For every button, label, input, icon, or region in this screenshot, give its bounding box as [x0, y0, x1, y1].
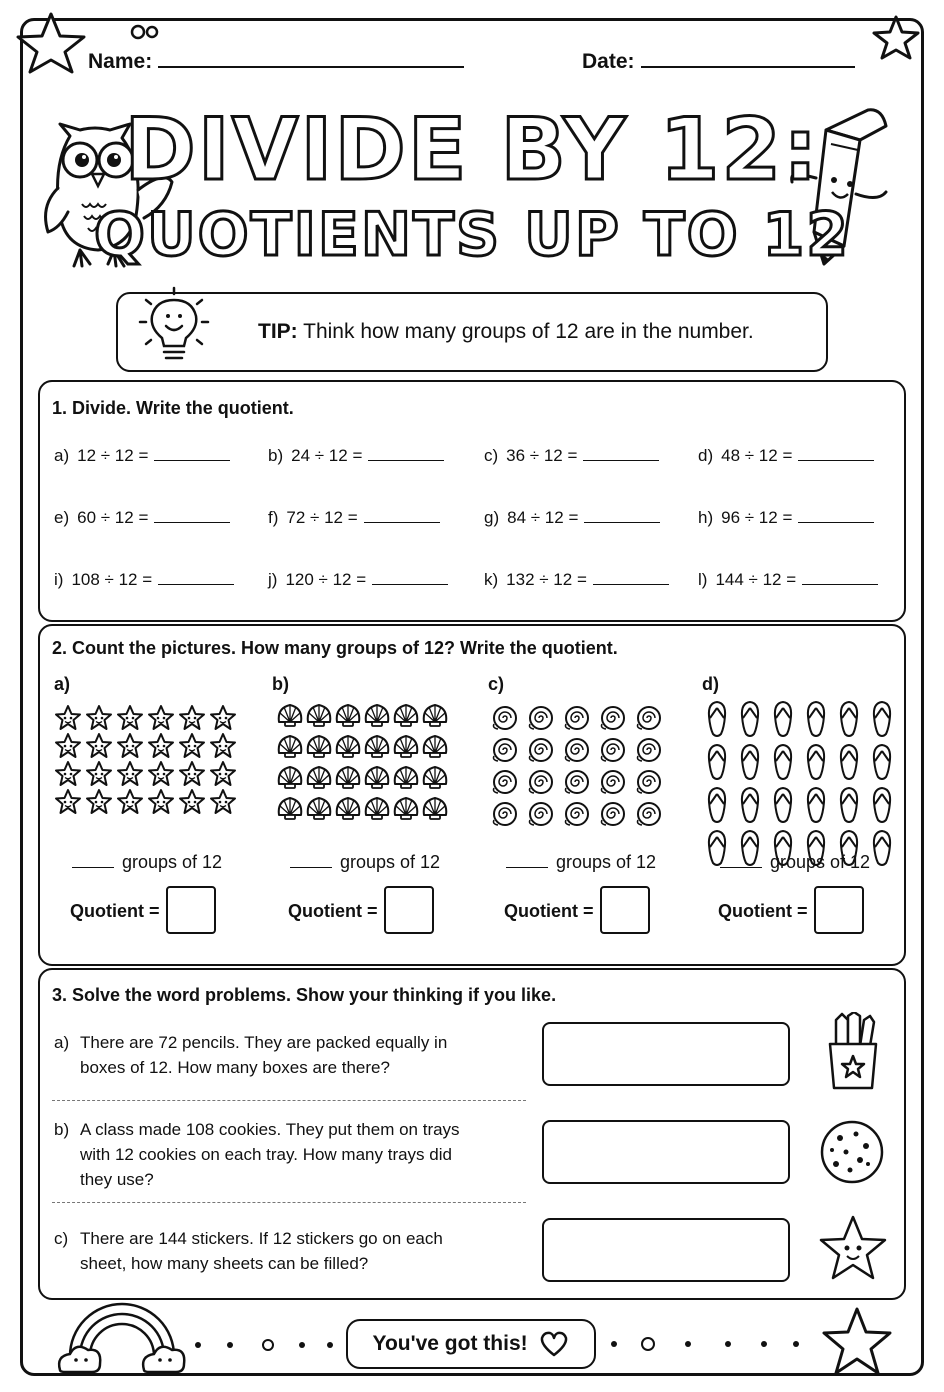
shell-icon: [276, 731, 304, 764]
flip-flop-icon: [838, 786, 860, 829]
part-label: b): [272, 674, 289, 694]
section-2-title: 2. Count the pictures. How many groups of 12? Write the quotient.: [52, 638, 618, 658]
snail-icon: [562, 768, 590, 801]
worksheet-subtitle: QUOTIENTS UP TO 12: [93, 200, 851, 270]
division-problem: j) 120 ÷ 12 =: [268, 570, 448, 590]
division-problem: i) 108 ÷ 12 =: [54, 570, 234, 590]
pencil-cup-icon: [822, 1012, 884, 1092]
shell-icon: [392, 731, 420, 764]
star-icon: [147, 788, 175, 821]
snail-icon: [526, 704, 554, 737]
part-label: a): [54, 674, 71, 694]
dots-decoration: [190, 1336, 340, 1354]
answer-blank[interactable]: [798, 447, 874, 461]
answer-blank[interactable]: [798, 509, 874, 523]
snail-icon: [634, 768, 662, 801]
rainbow-icon: [56, 1292, 186, 1376]
star-icon: [178, 788, 206, 821]
name-line[interactable]: [158, 50, 464, 68]
shell-icon: [276, 762, 304, 795]
star-icon: [209, 788, 237, 821]
shell-icon: [363, 700, 391, 733]
division-problem: k) 132 ÷ 12 =: [484, 570, 669, 590]
groups-blank[interactable]: [72, 856, 114, 868]
flip-flop-icon: [871, 700, 893, 743]
shell-icon: [363, 762, 391, 795]
groups-of-12-line: groups of 12: [506, 852, 656, 873]
tip-text: TIP: Think how many groups of 12 are in the number.: [258, 320, 754, 343]
shell-icon: [305, 793, 333, 826]
division-problem: c) 36 ÷ 12 =: [484, 446, 659, 466]
groups-of-12-line: groups of 12: [290, 852, 440, 873]
corner-star-icon: [14, 10, 88, 74]
word-problem-c: c) There are 144 stickers. If 12 stickers go on each sheet, how many sheets can be filled?: [54, 1229, 443, 1273]
shell-icon: [334, 731, 362, 764]
shell-icon: [334, 700, 362, 733]
flip-flop-icon: [739, 700, 761, 743]
shell-icon: [392, 793, 420, 826]
answer-blank[interactable]: [372, 571, 448, 585]
flip-flop-icon: [805, 786, 827, 829]
answer-blank[interactable]: [158, 571, 234, 585]
shell-icon: [276, 793, 304, 826]
division-problem: e) 60 ÷ 12 =: [54, 508, 230, 528]
quotient-label: Quotient =: [504, 901, 594, 921]
flip-flop-icon: [871, 786, 893, 829]
quotient-answer-box[interactable]: [600, 886, 650, 934]
encouragement-banner: You've got this!: [346, 1319, 596, 1369]
flip-flop-icon: [772, 700, 794, 743]
snail-icon: [562, 704, 590, 737]
snail-icon: [598, 736, 626, 769]
quotient-answer-box[interactable]: [166, 886, 216, 934]
date-field[interactable]: Date:: [582, 50, 855, 74]
division-problem: l) 144 ÷ 12 =: [698, 570, 878, 590]
star-icon: [85, 788, 113, 821]
shell-icon: [363, 731, 391, 764]
groups-of-12-line: groups of 12: [72, 852, 222, 873]
groups-blank[interactable]: [506, 856, 548, 868]
quotient-label: Quotient =: [70, 901, 160, 921]
flip-flop-icon: [706, 786, 728, 829]
part-label: c): [488, 674, 505, 694]
worksheet-title: DIVIDE BY 12:: [124, 100, 820, 200]
corner-star-icon: [870, 14, 922, 62]
cookie-icon: [818, 1118, 886, 1186]
snail-icon: [490, 800, 518, 833]
shell-icon: [334, 762, 362, 795]
groups-blank[interactable]: [290, 856, 332, 868]
answer-blank[interactable]: [583, 447, 659, 461]
answer-blank[interactable]: [802, 571, 878, 585]
snail-icon: [598, 704, 626, 737]
flip-flop-icon: [871, 829, 893, 872]
star-icon: [116, 788, 144, 821]
snail-icon: [490, 736, 518, 769]
groups-of-12-line: groups of 12: [720, 852, 870, 873]
snail-icon: [526, 736, 554, 769]
quotient-label: Quotient =: [288, 901, 378, 921]
division-problem: g) 84 ÷ 12 =: [484, 508, 660, 528]
answer-blank[interactable]: [154, 509, 230, 523]
snail-icon: [490, 768, 518, 801]
division-problem: d) 48 ÷ 12 =: [698, 446, 874, 466]
division-problem: a) 12 ÷ 12 =: [54, 446, 230, 466]
flip-flop-icon: [772, 786, 794, 829]
answer-blank[interactable]: [364, 509, 440, 523]
snail-icon: [634, 800, 662, 833]
star-sticker-icon: [818, 1214, 888, 1282]
word-problem-b: b) A class made 108 cookies. They put them on trays with 12 cookies on each tray. How many trays did they use?: [54, 1120, 460, 1189]
snail-icon: [526, 768, 554, 801]
snail-icon: [634, 704, 662, 737]
name-field[interactable]: Name:: [88, 50, 464, 74]
flip-flop-icon: [739, 786, 761, 829]
answer-blank[interactable]: [368, 447, 444, 461]
flip-flop-icon: [706, 700, 728, 743]
word-problem-a: a) There are 72 pencils. They are packed equally in boxes of 12. How many boxes are there?: [54, 1033, 448, 1077]
snail-icon: [490, 704, 518, 737]
shell-icon: [392, 762, 420, 795]
shell-icon: [363, 793, 391, 826]
shell-icon: [276, 700, 304, 733]
divider: [52, 1100, 526, 1101]
division-problem: b) 24 ÷ 12 =: [268, 446, 444, 466]
flip-flop-icon: [706, 743, 728, 786]
star-icon: [54, 788, 82, 821]
section-3-title: 3. Solve the word problems. Show your thinking if you like.: [52, 985, 557, 1005]
quotient-answer-box[interactable]: [384, 886, 434, 934]
snail-icon: [598, 768, 626, 801]
divider: [52, 1202, 526, 1203]
shell-icon: [334, 793, 362, 826]
lightbulb-icon: [138, 286, 214, 372]
heart-icon: [539, 1330, 569, 1358]
flip-flop-icon: [739, 743, 761, 786]
flip-flop-icon: [838, 700, 860, 743]
answer-blank[interactable]: [593, 571, 669, 585]
shell-icon: [392, 700, 420, 733]
section-1-title: 1. Divide. Write the quotient.: [52, 398, 294, 418]
shell-icon: [305, 700, 333, 733]
flip-flop-icon: [805, 743, 827, 786]
doodle-icon: [130, 20, 160, 44]
answer-box-b[interactable]: [542, 1120, 790, 1184]
quotient-answer-box[interactable]: [814, 886, 864, 934]
flip-flop-icon: [871, 743, 893, 786]
snail-icon: [634, 736, 662, 769]
shell-icon: [421, 762, 449, 795]
snail-icon: [562, 736, 590, 769]
part-label: d): [702, 674, 719, 694]
flip-flop-icon: [805, 700, 827, 743]
date-line[interactable]: [641, 50, 855, 68]
shell-icon: [421, 793, 449, 826]
flip-flop-icon: [772, 743, 794, 786]
snail-icon: [562, 800, 590, 833]
groups-blank[interactable]: [720, 856, 762, 868]
quotient-label: Quotient =: [718, 901, 808, 921]
answer-box-c[interactable]: [542, 1218, 790, 1282]
answer-blank[interactable]: [154, 447, 230, 461]
division-problem: f) 72 ÷ 12 =: [268, 508, 440, 528]
shell-icon: [421, 700, 449, 733]
shell-icon: [305, 762, 333, 795]
corner-star-icon: [820, 1306, 894, 1378]
answer-box-a[interactable]: [542, 1022, 790, 1086]
snail-icon: [598, 800, 626, 833]
snail-icon: [526, 800, 554, 833]
shell-icon: [421, 731, 449, 764]
answer-blank[interactable]: [584, 509, 660, 523]
division-problem: h) 96 ÷ 12 =: [698, 508, 874, 528]
flip-flop-icon: [838, 743, 860, 786]
dots-decoration: [604, 1334, 804, 1354]
shell-icon: [305, 731, 333, 764]
